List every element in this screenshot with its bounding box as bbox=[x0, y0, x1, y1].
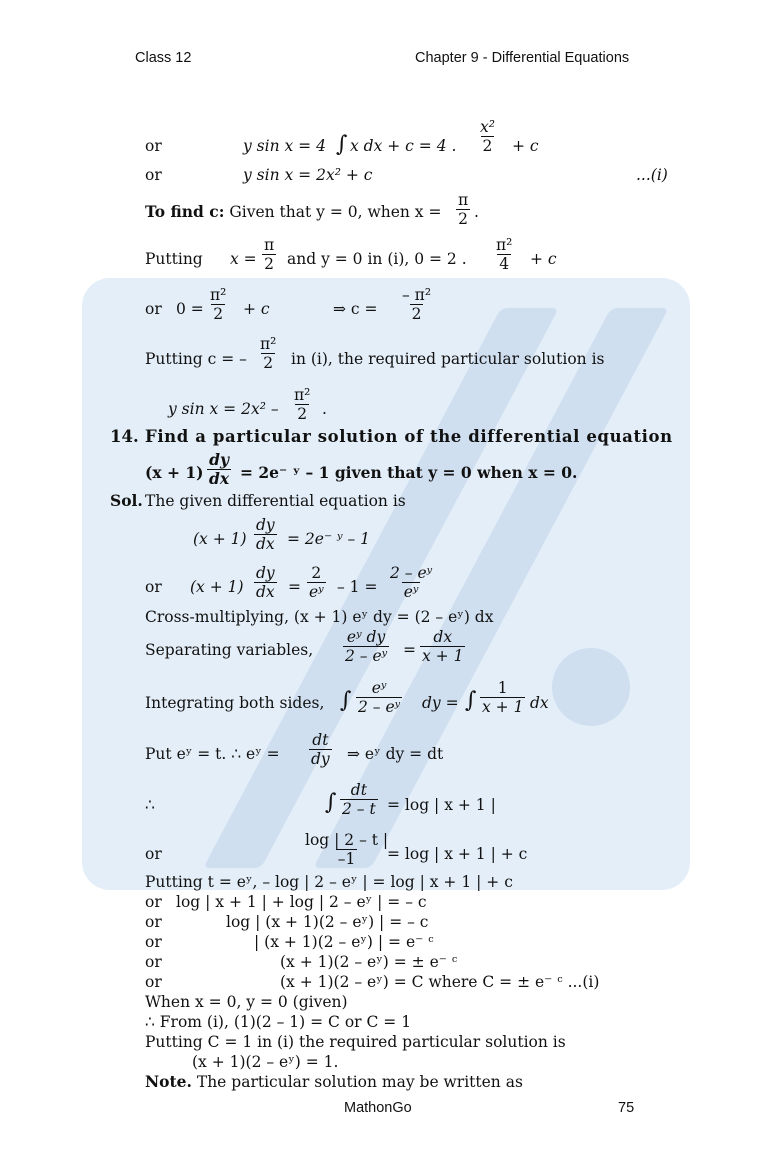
header-class: Class 12 bbox=[135, 50, 192, 66]
equation-text: log | x + 1 | + log | 2 – eʸ | = – c bbox=[176, 893, 427, 911]
question-text: = 2e⁻ ʸ – 1 given that y = 0 when x = 0. bbox=[240, 463, 578, 482]
text-or: or bbox=[145, 137, 162, 155]
header-chapter: Chapter 9 - Differential Equations bbox=[415, 50, 630, 66]
watermark-logo bbox=[82, 278, 690, 890]
question-number: 14. bbox=[110, 427, 139, 446]
equation-text: x = bbox=[230, 250, 257, 268]
text-or: or bbox=[145, 300, 162, 318]
fraction: $\frac{\log | 2 - t |}{-1}$ bbox=[305, 831, 389, 868]
equation-text: = log | x + 1 | + c bbox=[387, 845, 528, 863]
text-line: Integrating both sides, bbox=[145, 694, 325, 712]
text-line: When x = 0, y = 0 (given) bbox=[145, 993, 348, 1011]
integral-sign: ∫ bbox=[325, 790, 337, 815]
integral-sign: ∫ bbox=[340, 688, 352, 713]
text-putting: Putting c = – bbox=[145, 350, 247, 368]
text-or: or bbox=[145, 893, 162, 911]
fraction: $\frac{\pi}{2}$ bbox=[264, 236, 275, 273]
fraction: $\frac{dy}{dx}$ bbox=[256, 564, 275, 601]
fraction: $\frac{\text{– π²}}{2}$ bbox=[402, 286, 432, 323]
text-line: To find c: Given that y = 0, when x = bbox=[145, 202, 442, 221]
footer-brand: MathonGo bbox=[344, 1100, 412, 1116]
equation-text: + c bbox=[530, 250, 557, 268]
equation-text: ⇒ eʸ dy = dt bbox=[347, 745, 444, 763]
solution-label: Sol. bbox=[110, 491, 143, 510]
equation-text: y sin x = 2x² + c bbox=[243, 166, 373, 184]
fraction: $\frac{dx}{x + 1}$ bbox=[422, 628, 464, 665]
equation-text: (x + 1)(2 – eʸ) = C where C = ± e⁻ ᶜ ...(i) bbox=[280, 973, 600, 991]
text-line: . bbox=[322, 400, 327, 418]
fraction: $\frac{dy}{dx}$ bbox=[209, 450, 230, 488]
equation-text: dx bbox=[530, 694, 549, 712]
fraction: $\frac{2}{\text{eʸ}}$ bbox=[309, 564, 324, 601]
equation-text: and y = 0 in (i), 0 = 2 . bbox=[287, 250, 467, 268]
equation-text: 0 = bbox=[176, 300, 204, 318]
fraction: $\frac{dt}{2 - t}$ bbox=[342, 781, 376, 818]
fraction: $\frac{\text{2 – eʸ}}{\text{eʸ}}$ bbox=[390, 564, 433, 601]
text-or: or bbox=[145, 578, 162, 596]
equation-text: = 2e⁻ ʸ – 1 bbox=[287, 530, 371, 548]
fraction: $\frac{\text{x²}}{2}$ bbox=[480, 118, 495, 155]
text-line: The given differential equation is bbox=[145, 492, 406, 510]
text-or: or bbox=[145, 933, 162, 951]
equation-text: (x + 1) bbox=[190, 578, 244, 596]
note-line: Note. The particular solution may be written as bbox=[145, 1072, 523, 1091]
fraction: $\frac{dy}{dx}$ bbox=[256, 516, 275, 553]
equation-text: + c bbox=[243, 300, 270, 318]
equation-text: | (x + 1)(2 – eʸ) | = e⁻ ᶜ bbox=[254, 933, 434, 951]
equation-text: (x + 1)(2 – eʸ) = ± e⁻ ᶜ bbox=[280, 953, 458, 971]
equation-text: y sin x = 4 bbox=[243, 137, 326, 155]
text-line: in (i), the required particular solution is bbox=[291, 350, 605, 368]
equation-text: = log | x + 1 | bbox=[387, 796, 496, 814]
integral-sign: ∫ bbox=[465, 688, 477, 713]
text-or: or bbox=[145, 913, 162, 931]
integral-sign: ∫ bbox=[336, 132, 348, 157]
fraction: $\frac{\text{eʸ dy}}{\text{2 – eʸ}}$ bbox=[345, 628, 388, 665]
text-or: or bbox=[145, 166, 162, 184]
equation-ref: ...(i) bbox=[636, 166, 668, 184]
equation-text: (x + 1) bbox=[193, 530, 247, 548]
fraction: $\frac{\text{π²}}{2}$ bbox=[260, 335, 277, 372]
text-line: ∴ From (i), (1)(2 – 1) = C or C = 1 bbox=[145, 1013, 412, 1031]
text-line: Separating variables, bbox=[145, 641, 314, 659]
text-or: or bbox=[145, 973, 162, 991]
equation-text: log | (x + 1)(2 – eʸ) | = – c bbox=[226, 913, 429, 931]
text-line: Putting t = eʸ, – log | 2 – eʸ | = log | x + 1 | + c bbox=[145, 873, 513, 891]
fraction: $\frac{\text{π²}}{4}$ bbox=[496, 236, 513, 273]
equation-text: x dx + c = 4 . bbox=[350, 137, 457, 155]
fraction: $\frac{\text{eʸ}}{\text{2 – eʸ}}$ bbox=[358, 679, 401, 716]
text-line: Cross-multiplying, (x + 1) eʸ dy = (2 – eʸ) dx bbox=[145, 608, 494, 626]
page-number: 75 bbox=[618, 1100, 635, 1116]
question-text: Find a particular solution of the differential equation bbox=[145, 427, 673, 446]
fraction: $\frac{\text{π²}}{2}$ bbox=[210, 286, 227, 323]
text-or: or bbox=[145, 845, 162, 863]
fraction: $\frac{\text{π²}}{2}$ bbox=[294, 386, 311, 423]
text-line: Put eʸ = t. ∴ eʸ = bbox=[145, 745, 280, 763]
equation-text: + c bbox=[512, 137, 539, 155]
equation-text: = bbox=[288, 578, 301, 596]
equation-text: (x + 1)(2 – eʸ) = 1. bbox=[192, 1053, 339, 1071]
text-line: . bbox=[474, 203, 479, 221]
equation-text: = bbox=[403, 641, 416, 659]
text-putting: Putting bbox=[145, 250, 203, 268]
equation-text: – 1 = bbox=[337, 578, 378, 596]
fraction: $\frac{dt}{dy}$ bbox=[311, 731, 330, 768]
text-or: or bbox=[145, 953, 162, 971]
equation-text: dy = bbox=[422, 694, 459, 712]
watermark-dot bbox=[552, 648, 630, 726]
fraction: $\frac{\pi}{2}$ bbox=[458, 191, 469, 228]
text-therefore: ∴ bbox=[145, 796, 155, 814]
equation-text: y sin x = 2x² – bbox=[168, 400, 279, 418]
text-line: Putting C = 1 in (i) the required particular solution is bbox=[145, 1033, 566, 1051]
equation-text: ⇒ c = bbox=[333, 300, 378, 318]
fraction: $\frac{1}{x + 1}$ bbox=[482, 679, 524, 716]
question-text: (x + 1) bbox=[145, 463, 204, 482]
